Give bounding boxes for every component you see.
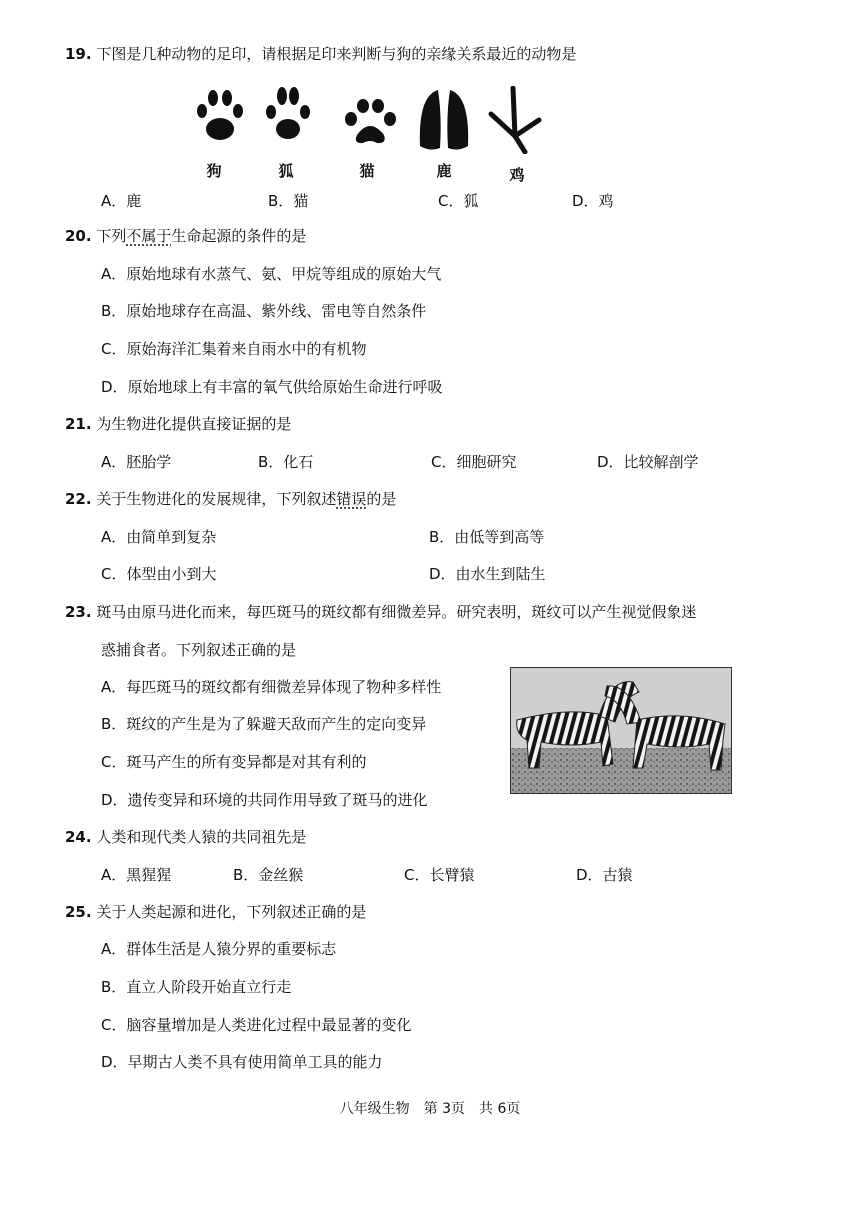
q20-option-d[interactable]: D．原始地球上有丰富的氧气供给原始生命进行呼吸 — [101, 378, 443, 396]
q22-stem-post: 的是 — [366, 490, 397, 508]
footprint-label-dog: 狗 — [206, 162, 222, 180]
q22-stem — [65, 489, 396, 509]
q21-stem-text: 为生物进化提供直接证据的是 — [96, 415, 292, 433]
q23-option-a[interactable]: A．每匹斑马的斑纹都有细微差异体现了物种多样性 — [101, 678, 442, 696]
cat-footprint-icon — [343, 97, 398, 147]
q22-stem-pre: 关于生物进化的发展规律，下列叙述 — [96, 490, 337, 508]
q23-option-d[interactable]: D．遗传变异和环境的共同作用导致了斑马的进化 — [101, 791, 428, 809]
q22-number: 22. — [65, 490, 92, 508]
q22-option-d[interactable]: D．由水生到陆生 — [429, 565, 546, 583]
q21-option-b[interactable]: B．化石 — [258, 453, 314, 471]
q24-option-d[interactable]: D．古猿 — [576, 866, 633, 884]
footprint-label-cat: 猫 — [359, 162, 375, 180]
q22-option-b[interactable]: B．由低等到高等 — [429, 528, 545, 546]
q21-number: 21. — [65, 415, 92, 433]
q21-option-a[interactable]: A．胚胎学 — [101, 453, 172, 471]
q20-option-b[interactable]: B．原始地球存在高温、紫外线、雷电等自然条件 — [101, 302, 427, 320]
q21-stem — [65, 414, 291, 434]
q23-stem-line1 — [65, 602, 696, 622]
q19-option-b[interactable]: B．猫 — [268, 192, 309, 210]
q23-option-b[interactable]: B．斑纹的产生是为了躲避天敌而产生的定向变异 — [101, 715, 427, 733]
q24-option-c[interactable]: C．长臂猿 — [404, 866, 475, 884]
q24-stem — [65, 827, 306, 847]
q25-option-d[interactable]: D．早期古人类不具有使用简单工具的能力 — [101, 1053, 383, 1071]
q21-option-c[interactable]: C．细胞研究 — [431, 453, 517, 471]
q19-option-c[interactable]: C．狐 — [438, 192, 479, 210]
chicken-footprint-icon — [487, 86, 545, 154]
q25-stem-text: 关于人类起源和进化，下列叙述正确的是 — [96, 903, 367, 921]
footprint-label-chicken: 鸡 — [509, 166, 525, 184]
q23-number: 23. — [65, 603, 92, 621]
footprint-label-fox: 狐 — [278, 162, 294, 180]
q19-stem — [65, 44, 576, 64]
q22-stem-emphasis: 错误 — [336, 490, 367, 508]
q21-option-d[interactable]: D．比较解剖学 — [597, 453, 699, 471]
q22-option-c[interactable]: C．体型由小到大 — [101, 565, 217, 583]
zebra-illustration — [511, 668, 731, 793]
zebra-photo — [510, 667, 732, 794]
q20-stem — [65, 226, 306, 246]
q22-option-a[interactable]: A．由简单到复杂 — [101, 528, 217, 546]
dog-footprint-icon — [193, 86, 248, 146]
q23-stem-text-1: 斑马由原马进化而来，每匹斑马的斑纹都有细微差异。研究表明，斑纹可以产生视觉假象迷 — [96, 603, 697, 621]
fox-footprint-icon — [263, 84, 313, 146]
q25-option-b[interactable]: B．直立人阶段开始直立行走 — [101, 978, 292, 996]
q25-option-a[interactable]: A．群体生活是人猿分界的重要标志 — [101, 940, 337, 958]
q19-option-a[interactable]: A．鹿 — [101, 192, 142, 210]
footprint-label-deer: 鹿 — [436, 162, 452, 180]
q20-stem-pre: 下列 — [96, 227, 127, 245]
q19-stem-text: 下图是几种动物的足印，请根据足印来判断与狗的亲缘关系最近的动物是 — [96, 45, 577, 63]
q25-stem — [65, 902, 366, 922]
q23-option-c[interactable]: C．斑马产生的所有变异都是对其有利的 — [101, 753, 367, 771]
q20-stem-emphasis: 不属于 — [126, 227, 172, 245]
q24-option-b[interactable]: B．金丝猴 — [233, 866, 304, 884]
q24-number: 24. — [65, 828, 92, 846]
q24-stem-text: 人类和现代类人猿的共同祖先是 — [96, 828, 307, 846]
q24-option-a[interactable]: A．黑猩猩 — [101, 866, 172, 884]
q19-number: 19. — [65, 45, 92, 63]
page-footer: 八年级生物 第 3页 共 6页 — [339, 1101, 521, 1117]
q20-number: 20. — [65, 227, 92, 245]
q20-option-a[interactable]: A．原始地球有水蒸气、氨、甲烷等组成的原始大气 — [101, 265, 442, 283]
q25-option-c[interactable]: C．脑容量增加是人类进化过程中最显著的变化 — [101, 1016, 412, 1034]
deer-footprint-icon — [416, 86, 472, 154]
q20-option-c[interactable]: C．原始海洋汇集着来自雨水中的有机物 — [101, 340, 367, 358]
q25-number: 25. — [65, 903, 92, 921]
q23-stem-line2: 惑捕食者。下列叙述正确的是 — [101, 641, 297, 659]
q20-stem-post: 生命起源的条件的是 — [171, 227, 307, 245]
q19-option-d[interactable]: D．鸡 — [572, 192, 614, 210]
